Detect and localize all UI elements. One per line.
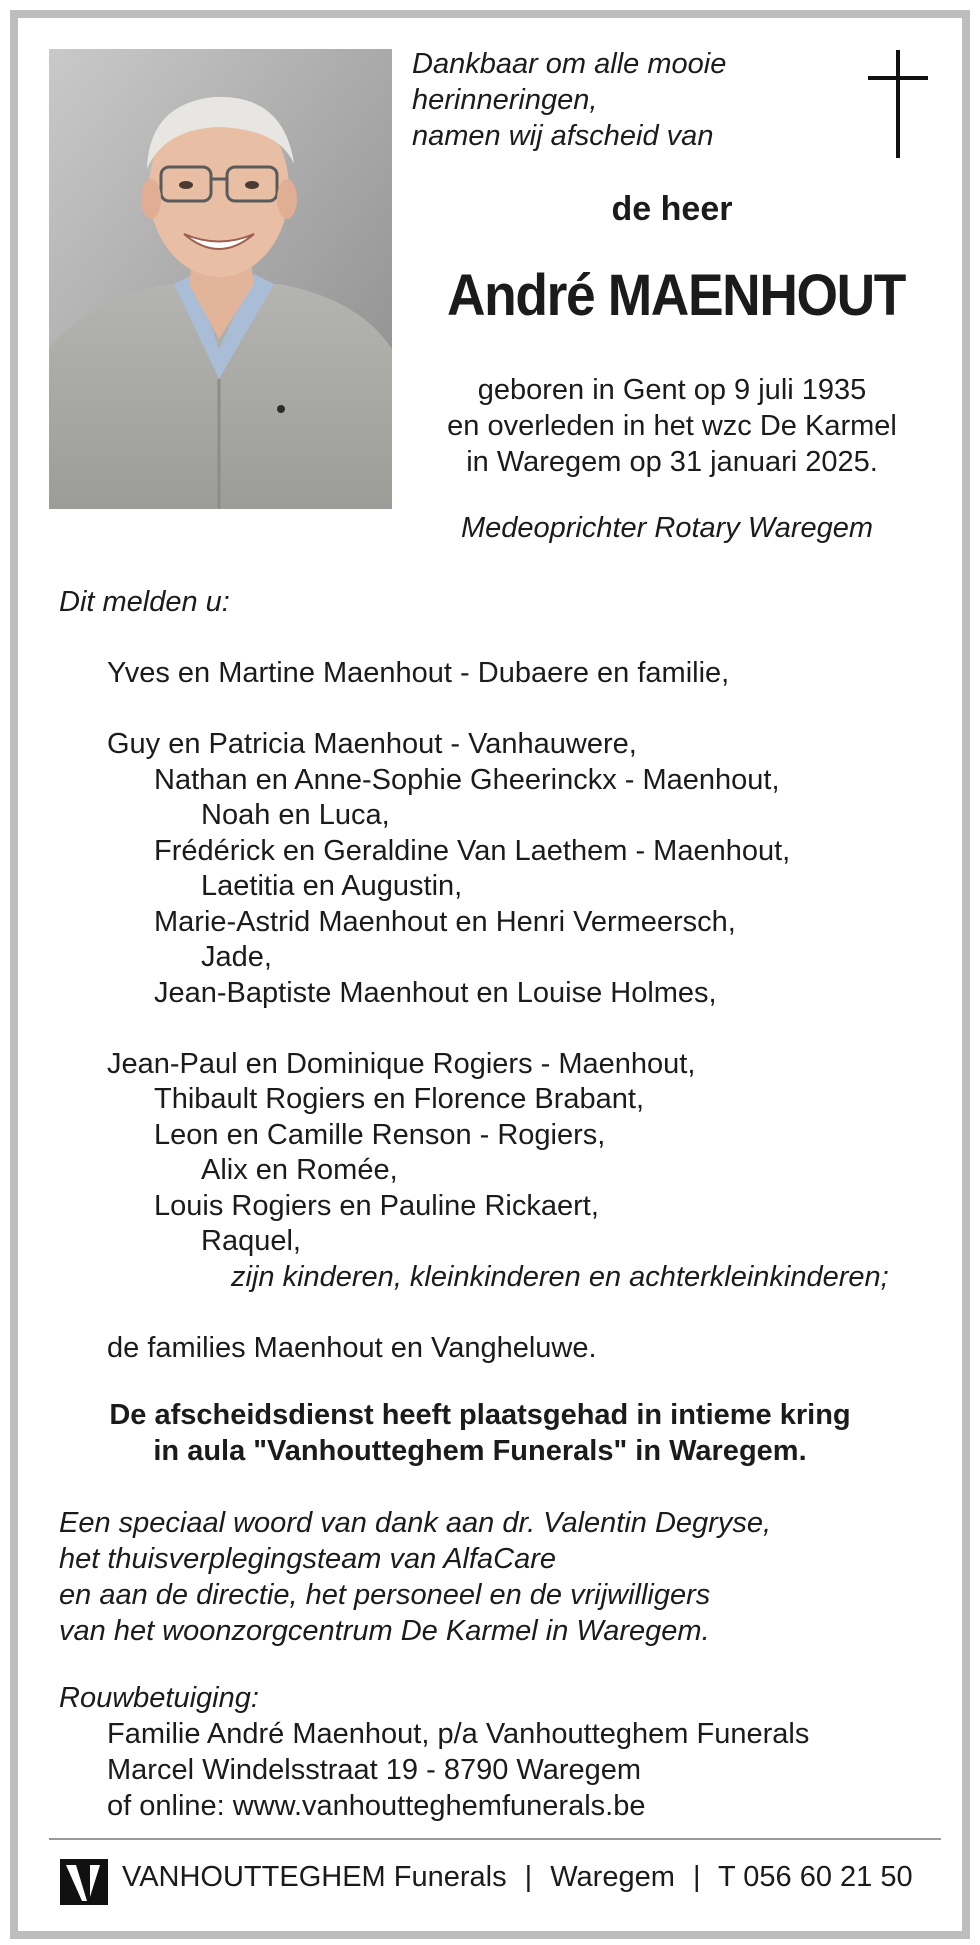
- portrait-photo: [49, 49, 392, 509]
- family-line: Jean-Baptiste Maenhout en Louise Holmes,: [154, 976, 717, 1009]
- footer-city: Waregem: [550, 1861, 675, 1893]
- condolences-label: Rouwbetuiging:: [59, 1682, 259, 1714]
- family-line: Frédérick en Geraldine Van Laethem - Maenhout,: [154, 834, 791, 867]
- footer-separator: |: [524, 1861, 533, 1893]
- family-line: Louis Rogiers en Pauline Rickaert,: [154, 1189, 599, 1222]
- family-line: Noah en Luca,: [201, 799, 390, 831]
- footer-divider: [49, 1838, 941, 1840]
- thanks-text: [59, 1505, 771, 1649]
- notify-label: Dit melden u:: [59, 586, 230, 618]
- family-line: Raquel,: [201, 1225, 301, 1257]
- intro-line: namen wij afscheid van: [412, 120, 714, 152]
- condolences: [59, 1680, 809, 1824]
- condolences-line: Familie André Maenhout, p/a Vanhoutteghem Funerals: [107, 1718, 810, 1750]
- deceased-name: André MAENHOUT: [447, 263, 905, 328]
- footer-phone[interactable]: T 056 60 21 50: [718, 1861, 913, 1893]
- service-line: De afscheidsdienst heeft plaatsgehad in intieme kring: [109, 1399, 851, 1431]
- intro-text: [412, 46, 812, 154]
- family-line: Marie-Astrid Maenhout en Henri Vermeersch,: [154, 905, 736, 938]
- intro-line: Dankbaar om alle mooie: [412, 48, 727, 80]
- family-line: Alix en Romée,: [201, 1154, 398, 1186]
- family-line: Guy en Patricia Maenhout - Vanhauwere,: [107, 728, 637, 760]
- birth-line: geboren in Gent op 9 juli 1935: [477, 374, 867, 406]
- death-line: en overleden in het wzc De Karmel: [447, 410, 897, 442]
- footer-company: VANHOUTTEGHEM Funerals: [122, 1861, 507, 1893]
- footer-separator: |: [692, 1861, 701, 1893]
- family-line: Yves en Martine Maenhout - Dubaere en familie,: [107, 657, 730, 689]
- family-line: Leon en Camille Renson - Rogiers,: [154, 1118, 606, 1151]
- condolences-address: Marcel Windelsstraat 19 - 8790 Waregem: [107, 1754, 642, 1786]
- honorific: de heer: [611, 190, 733, 228]
- family-line: de families Maenhout en Vangheluwe.: [107, 1331, 597, 1364]
- family-list: [59, 656, 939, 1366]
- service-notice: [40, 1397, 920, 1469]
- condolences-website[interactable]: of online: www.vanhoutteghemfunerals.be: [107, 1790, 646, 1822]
- thanks-line: het thuisverplegingsteam van AlfaCare: [59, 1543, 557, 1575]
- family-line: Jean-Paul en Dominique Rogiers - Maenhout,: [107, 1047, 696, 1080]
- family-line: Jade,: [201, 941, 272, 973]
- thanks-line: van het woonzorgcentrum De Karmel in Waregem.: [59, 1615, 710, 1647]
- thanks-line: Een speciaal woord van dank aan dr. Valentin Degryse,: [59, 1507, 772, 1539]
- family-line: Nathan en Anne-Sophie Gheerinckx - Maenhout,: [154, 763, 780, 796]
- death-place-line: in Waregem op 31 januari 2025.: [466, 446, 878, 478]
- intro-line: herinneringen,: [412, 84, 598, 116]
- tagline: Medeoprichter Rotary Waregem: [460, 512, 874, 544]
- family-line: Thibault Rogiers en Florence Brabant,: [154, 1083, 645, 1115]
- family-closing: zijn kinderen, kleinkinderen en achterkleinkinderen;: [231, 1260, 889, 1293]
- thanks-line: en aan de directie, het personeel en de vrijwilligers: [59, 1579, 711, 1611]
- service-line: in aula "Vanhoutteghem Funerals" in Waregem.: [153, 1435, 807, 1467]
- footer-contact: [122, 1861, 913, 1894]
- birth-death-info: [392, 372, 952, 480]
- family-line: Laetitia en Augustin,: [201, 870, 463, 902]
- vanhoutteghem-logo-icon: [60, 1857, 110, 1907]
- cross-icon: [868, 50, 928, 160]
